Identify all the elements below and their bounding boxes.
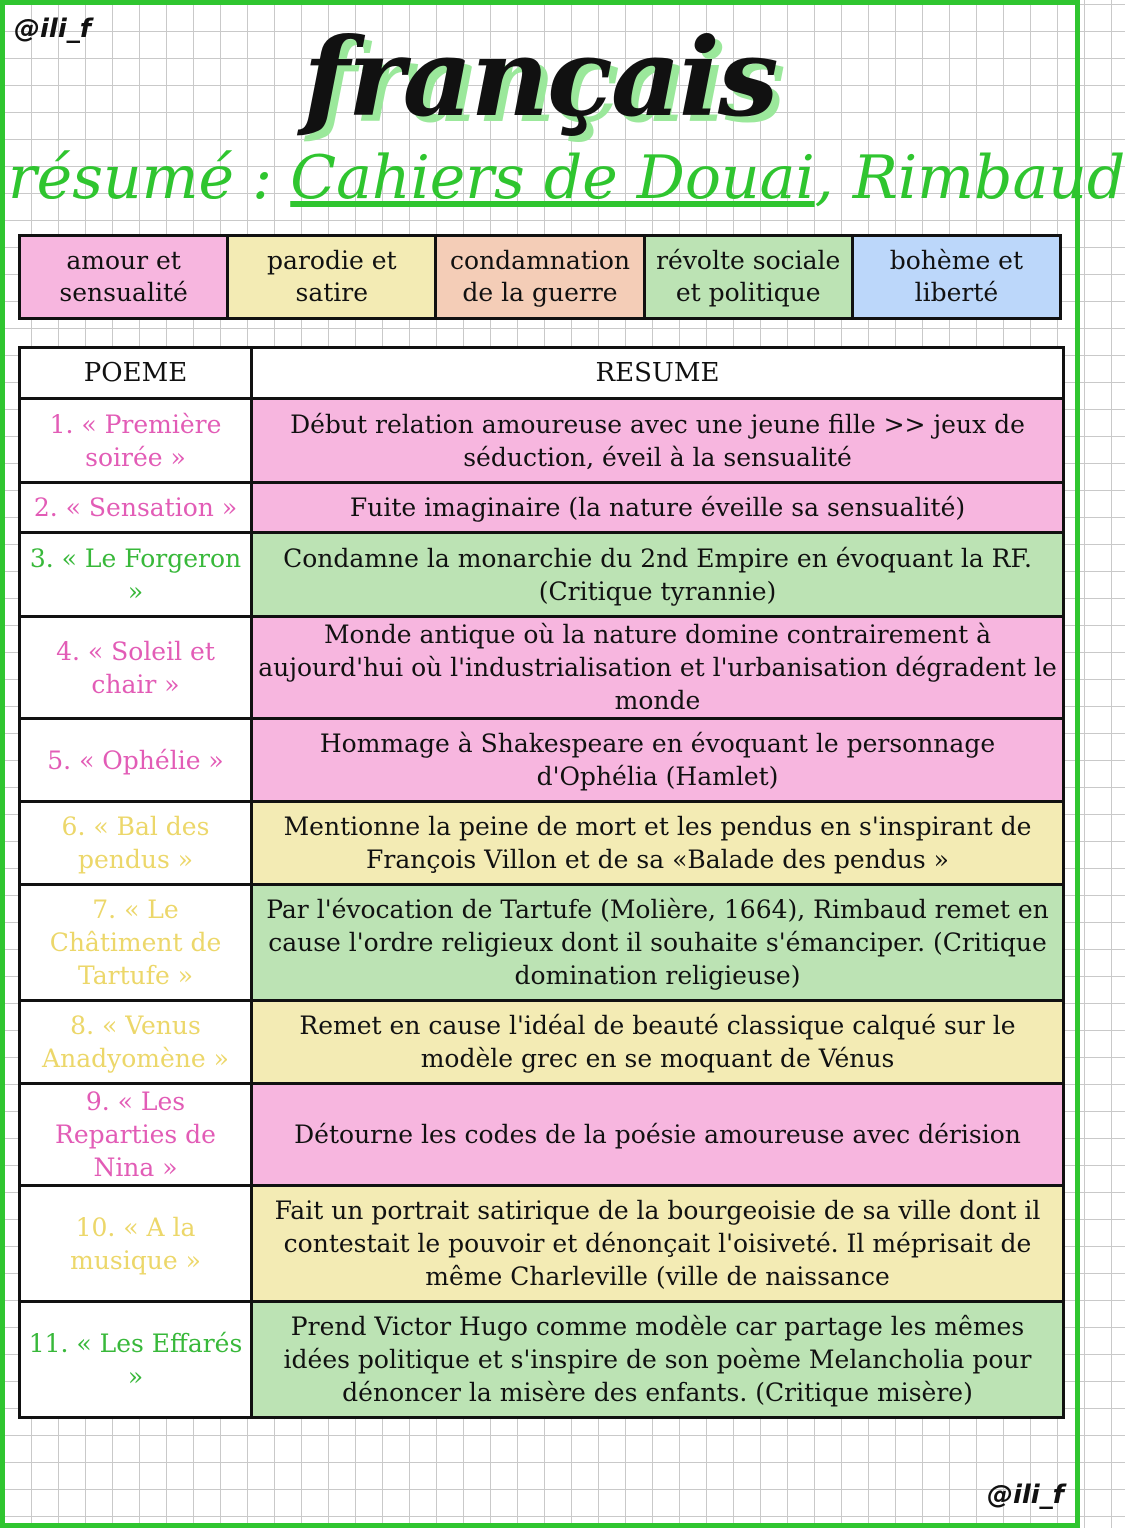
page-subtitle [8, 140, 1125, 216]
table-row [20, 802, 1064, 885]
poem-title: 2. « Sensation » [20, 483, 252, 533]
poem-summary: Prend Victor Hugo comme modèle car partage les mêmes idées politique et s'inspire de son poème Melancholia pour dénoncer la misère des enfants. (Critique misère) [252, 1302, 1064, 1418]
poem-title: 7. « Le Châtiment de Tartufe » [20, 885, 252, 1001]
table-row [20, 617, 1064, 719]
table-row [20, 1001, 1064, 1084]
poem-summary: Hommage à Shakespeare en évoquant le personnage d'Ophélia (Hamlet) [252, 719, 1064, 802]
poem-summary: Monde antique où la nature domine contrairement à aujourd'hui où l'industrialisation et l'urbanisation dégradent le monde [252, 617, 1064, 719]
legend-item-revolte: révolte sociale et politique [643, 237, 851, 317]
poem-title: 5. « Ophélie » [20, 719, 252, 802]
subtitle-separator: : [252, 143, 273, 213]
subtitle-work: Cahiers de Douai [290, 143, 815, 213]
legend-item-boheme: bohème et liberté [851, 237, 1059, 317]
poem-title: 3. « Le Forgeron » [20, 533, 252, 617]
poem-summary: Fuite imaginaire (la nature éveille sa sensualité) [252, 483, 1064, 533]
table-row [20, 1302, 1064, 1418]
poem-summary: Condamne la monarchie du 2nd Empire en évoquant la RF. (Critique tyrannie) [252, 533, 1064, 617]
table-row [20, 483, 1064, 533]
table-row [20, 1084, 1064, 1186]
poem-summary: Mentionne la peine de mort et les pendus en s'inspirant de François Villon et de sa «Balade des pendus » [252, 802, 1064, 885]
subtitle-prefix: résumé [8, 143, 235, 213]
table-row [20, 885, 1064, 1001]
poem-title: 6. « Bal des pendus » [20, 802, 252, 885]
table-row [20, 533, 1064, 617]
poem-title: 4. « Soleil et chair » [20, 617, 252, 719]
poem-title: 11. « Les Effarés » [20, 1302, 252, 1418]
table-header-row [20, 348, 1064, 399]
header-resume: RESUME [252, 348, 1064, 399]
poem-summary: Fait un portrait satirique de la bourgeoisie de sa ville dont il contestait le pouvoir et dénonçait l'oisiveté. Il méprisait de même Charleville (ville de naissance [252, 1186, 1064, 1302]
legend-item-parodie: parodie et satire [226, 237, 434, 317]
poem-summary: Remet en cause l'idéal de beauté classique calqué sur le modèle grec en se moquant de Vénus [252, 1001, 1064, 1084]
poem-title: 8. « Venus Anadyomène » [20, 1001, 252, 1084]
subtitle-suffix: , Rimbaud [814, 143, 1125, 213]
table-row [20, 399, 1064, 483]
poem-title: 1. « Première soirée » [20, 399, 252, 483]
page-title: français [303, 15, 777, 141]
header-poeme: POEME [20, 348, 252, 399]
legend-item-guerre: condamnation de la guerre [434, 237, 642, 317]
poem-summary: Début relation amoureuse avec une jeune fille >> jeux de séduction, éveil à la sensualité [252, 399, 1064, 483]
watermark-bottom: @ili_f [986, 1480, 1064, 1510]
poem-summary: Détourne les codes de la poésie amoureuse avec dérision [252, 1084, 1064, 1186]
watermark-top: @ili_f [14, 14, 92, 44]
poem-summary: Par l'évocation de Tartufe (Molière, 1664), Rimbaud remet en cause l'ordre religieux dont il souhaite s'émanciper. (Critique domination religieuse) [252, 885, 1064, 1001]
table-row [20, 719, 1064, 802]
summary-table [18, 346, 1065, 1419]
table-row [20, 1186, 1064, 1302]
poem-title: 10. « A la musique » [20, 1186, 252, 1302]
color-legend [18, 234, 1062, 320]
poem-title: 9. « Les Reparties de Nina » [20, 1084, 252, 1186]
legend-item-amour: amour et sensualité [21, 237, 226, 317]
